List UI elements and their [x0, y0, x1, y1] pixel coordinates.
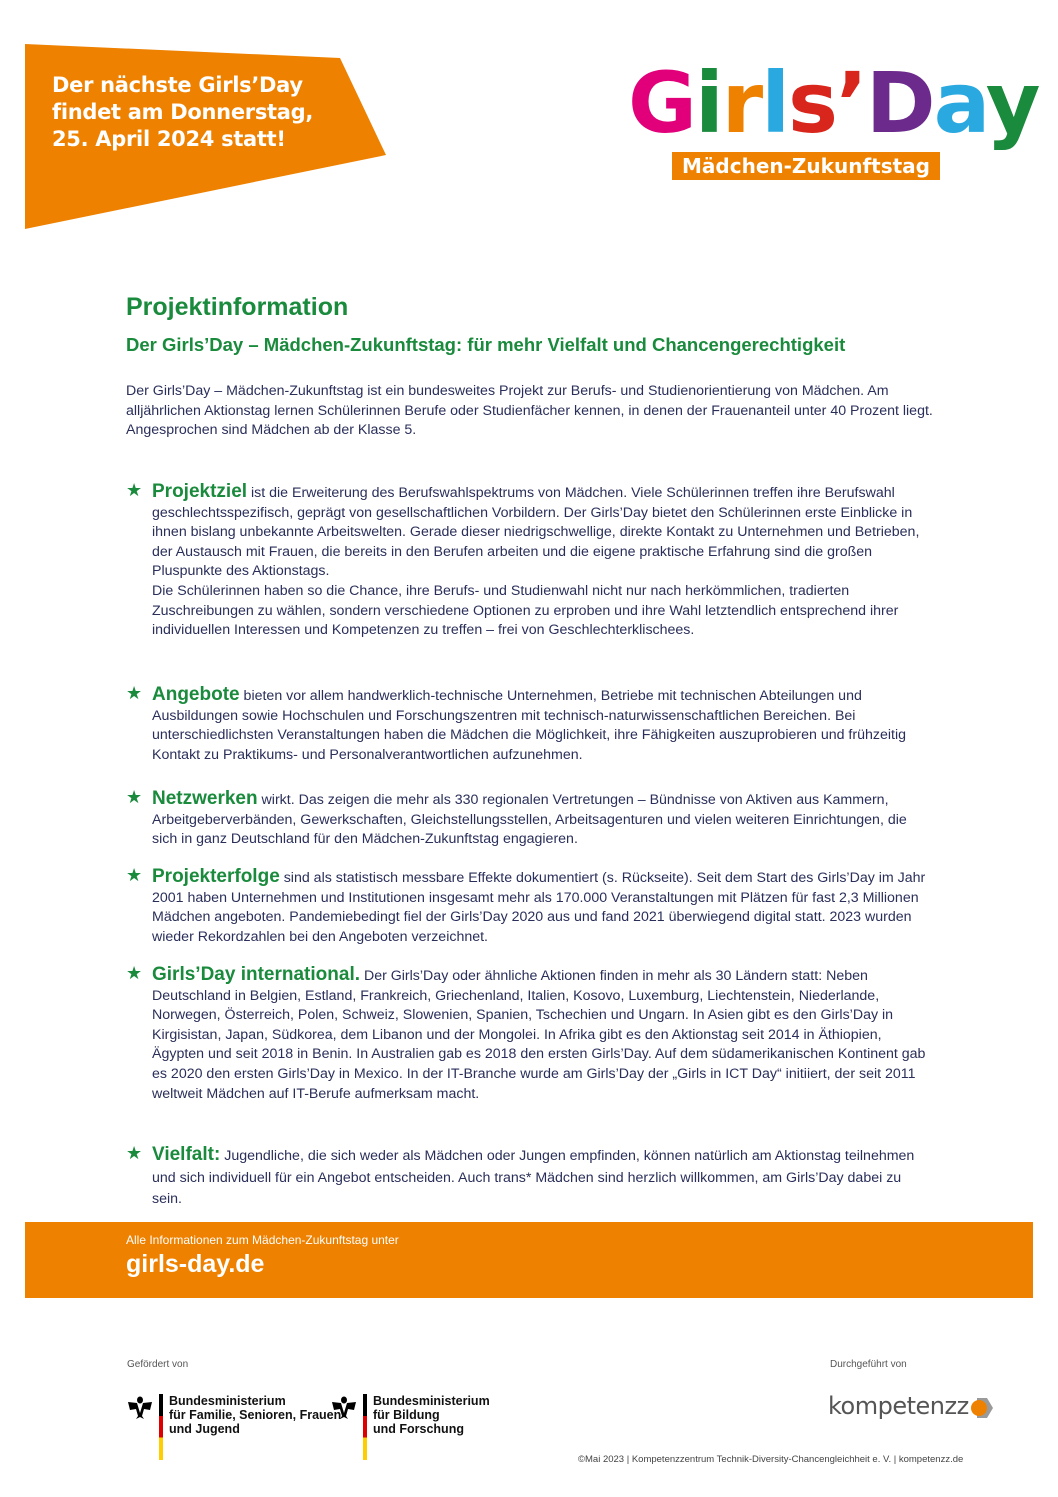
logo-letter: r: [721, 54, 762, 152]
star-icon: ★: [126, 865, 143, 885]
logo-letter: a: [933, 54, 986, 152]
logo-letter: s: [787, 54, 836, 152]
page-subtitle: Der Girls’Day – Mädchen-Zukunftstag: für mehr Vielfalt und Chancengerechtigkeit: [126, 334, 846, 355]
sponsor-label: Gefördert von: [127, 1359, 189, 1370]
logo-wordmark: [628, 54, 1039, 152]
section-keyword: Vielfalt:: [152, 1144, 221, 1165]
banner-line: 25. April 2024 statt!: [52, 127, 286, 151]
section-netzwerken: [126, 789, 926, 850]
ministry-name: [169, 1394, 341, 1436]
date-banner: [0, 0, 400, 240]
federal-eagle-icon: [331, 1394, 357, 1420]
federal-eagle-icon: [127, 1394, 153, 1420]
info-footer-bar: [25, 1222, 1033, 1298]
banner-line: Der nächste Girls’Day: [52, 73, 303, 97]
ministry-line: für Bildung: [373, 1408, 440, 1422]
main-content: [126, 290, 946, 455]
ministry-line: Bundesministerium: [373, 1394, 490, 1408]
star-icon: ★: [126, 683, 143, 703]
girls-day-logo: [628, 54, 1039, 184]
section-international: [126, 965, 926, 1104]
ministry-line: für Familie, Senioren, Frauen: [169, 1408, 342, 1422]
banner-line: findet am Donnerstag,: [52, 100, 314, 124]
section-angebote: [126, 685, 926, 765]
ministry-line: Bundesministerium: [169, 1394, 286, 1408]
star-icon: ★: [126, 1143, 143, 1163]
logo-letter: ’: [835, 54, 866, 152]
section-keyword: Netzwerken: [152, 788, 258, 809]
ministry-line: und Jugend: [169, 1422, 240, 1436]
logo-letter: D: [865, 54, 934, 152]
kompetenzz-logo: kompetenzz: [828, 1392, 969, 1420]
german-flag-bar: [363, 1394, 367, 1460]
section-keyword: Projektziel: [152, 481, 248, 502]
section-text: ist die Erweiterung des Berufswahlspektrums von Mädchen. Viele Schülerinnen treffen ihre Berufswahl geschlechtsspezifisch, geprägt von gesellschaftlichen Vorbildern. Der Girls’Day bietet den Schülerinnen erste Einblicke in ihnen bislang unbekannte Arbeitswelten. Gerade dieser niedrigschwellige, direkte Kontakt zu Unternehmen und Betrieben, der Austausch mit Frauen, die bereits in den Berufen arbeiten und die eigene praktische Erfahrung sind die großen Pluspunkte des Aktionstags.: [152, 485, 920, 580]
kompetenzz-logo-mark-icon: [969, 1397, 993, 1419]
section-text: Der Girls’Day oder ähnliche Aktionen finden in mehr als 30 Ländern statt: Neben Deutschland in Belgien, Estland, Frankreich, Griechenland, Italien, Kosovo, Luxemburg, Liechtenstein, Niederlande, Norwegen, Österreich, Polen, Schweiz, Slowenien, Spanien, Tschechien und Ungarn. In Asien gibt es den Girls’Day in Kirgisistan, Japan, Südkorea, dem Libanon und der Mongolei. In Afrika gibt es den Aktionstag seit 2014 in Äthiopien, Ägypten und seit 2018 in Benin. In Australien gab es 2018 den ersten Girls’Day. Auf dem südamerikanischen Kontinent gab es 2020 den ersten Girls’Day in Mexico. In der IT-Branche wurde am Girls’Day der „Girls in ICT Day“ initiiert, der seit 2011 weltweit Mädchen auf IT-Berufe aufmerksam macht.: [152, 968, 926, 1102]
logo-subtitle: Mädchen-Zukunftstag: [672, 152, 940, 180]
section-vielfalt: [126, 1144, 926, 1211]
logo-letter: l: [761, 54, 788, 152]
section-projektziel: [126, 482, 926, 641]
page-title: Projektinformation: [126, 293, 349, 321]
website-link[interactable]: girls-day.de: [126, 1250, 265, 1278]
section-text-continued: Die Schülerinnen haben so die Chance, ihre Berufs- und Studienwahl nicht nur nach herkömmlichen, tradierten Zuschreibungen zu wählen, sondern verschiedene Optionen zu erproben und ihre Wahl letztendlich entsprechend ihrer individuellen Interessen und Kompetenzen zu treffen – frei von Geschlechterklischees.: [152, 582, 899, 639]
section-keyword: Projekterfolge: [152, 866, 280, 887]
section-projekterfolge: [126, 867, 926, 947]
footer-info-text: Alle Informationen zum Mädchen-Zukunftstag unter: [126, 1233, 399, 1247]
banner-text: [52, 72, 313, 153]
copyright-text: ©Mai 2023 | Kompetenzzentrum Technik-Diversity-Chancengleichheit e. V. | kompetenzz.de: [578, 1454, 964, 1465]
organizer-label: Durchgeführt von: [830, 1359, 907, 1370]
star-icon: ★: [126, 787, 143, 807]
ministry-name: [373, 1394, 490, 1436]
section-keyword: Girls’Day international.: [152, 964, 360, 985]
logo-letter: y: [985, 54, 1039, 152]
section-text: bieten vor allem handwerklich-technische Unternehmen, Betriebe mit technischen Abteilungen und Ausbildungen sowie Hochschulen und Forschungszentren mit technisch-naturwissenschaftlichen Bereichen. Bei unterschiedlichsten Veranstaltungen haben die Mädchen die Möglichkeit, ihre Fähigkeiten auszuprobieren und frühzeitig Kontakt zu Praktikums- und Personalverantwortlichen aufzunehmen.: [152, 688, 906, 763]
star-icon: ★: [126, 963, 143, 983]
section-keyword: Angebote: [152, 684, 240, 705]
section-text: sind als statistisch messbare Effekte dokumentiert (s. Rückseite). Seit dem Start des Girls’Day im Jahr 2001 haben Unternehmen und Institutionen insgesamt mehr als 170.000 Veranstaltungen mit Plätzen für fast 2,3 Millionen Mädchen angeboten. Pandemiebedingt fiel der Girls’Day 2020 aus und fand 2021 überwiegend digital statt. 2023 wurden wieder Rekordzahlen bei den Angeboten verzeichnet.: [152, 870, 926, 945]
logo-letter: i: [694, 54, 722, 152]
ministry-line: und Forschung: [373, 1422, 464, 1436]
section-text: wirkt. Das zeigen die mehr als 330 regionalen Vertretungen – Bündnisse von Aktiven aus Kammern, Arbeitgeberverbänden, Gewerkschaften, Gleichstellungsstellen, Arbeitsagenturen und vielen weiteren Einrichtungen, die sich in ganz Deutschland für den Mädchen-Zukunftstag engagieren.: [152, 792, 907, 848]
intro-paragraph: Der Girls’Day – Mädchen-Zukunftstag ist ein bundesweites Projekt zur Berufs- und Studienorientierung von Mädchen. Am alljährlichen Aktionstag lernen Schülerinnen Berufe oder Studienfächer kennen, in denen der Frauenanteil unter 40 Prozent liegt. Angesprochen sind Mädchen ab der Klasse 5.: [126, 383, 933, 439]
logo-letter: G: [628, 54, 695, 152]
german-flag-bar: [159, 1394, 163, 1460]
star-icon: ★: [126, 480, 143, 500]
section-text: Jugendliche, die sich weder als Mädchen oder Jungen empfinden, können natürlich am Aktionstag teilnehmen und sich individuell für ein Angebot entscheiden. Auch trans* Mädchen sind herzlich willkommen, am Girls’Day dabei zu sein.: [152, 1148, 915, 1207]
